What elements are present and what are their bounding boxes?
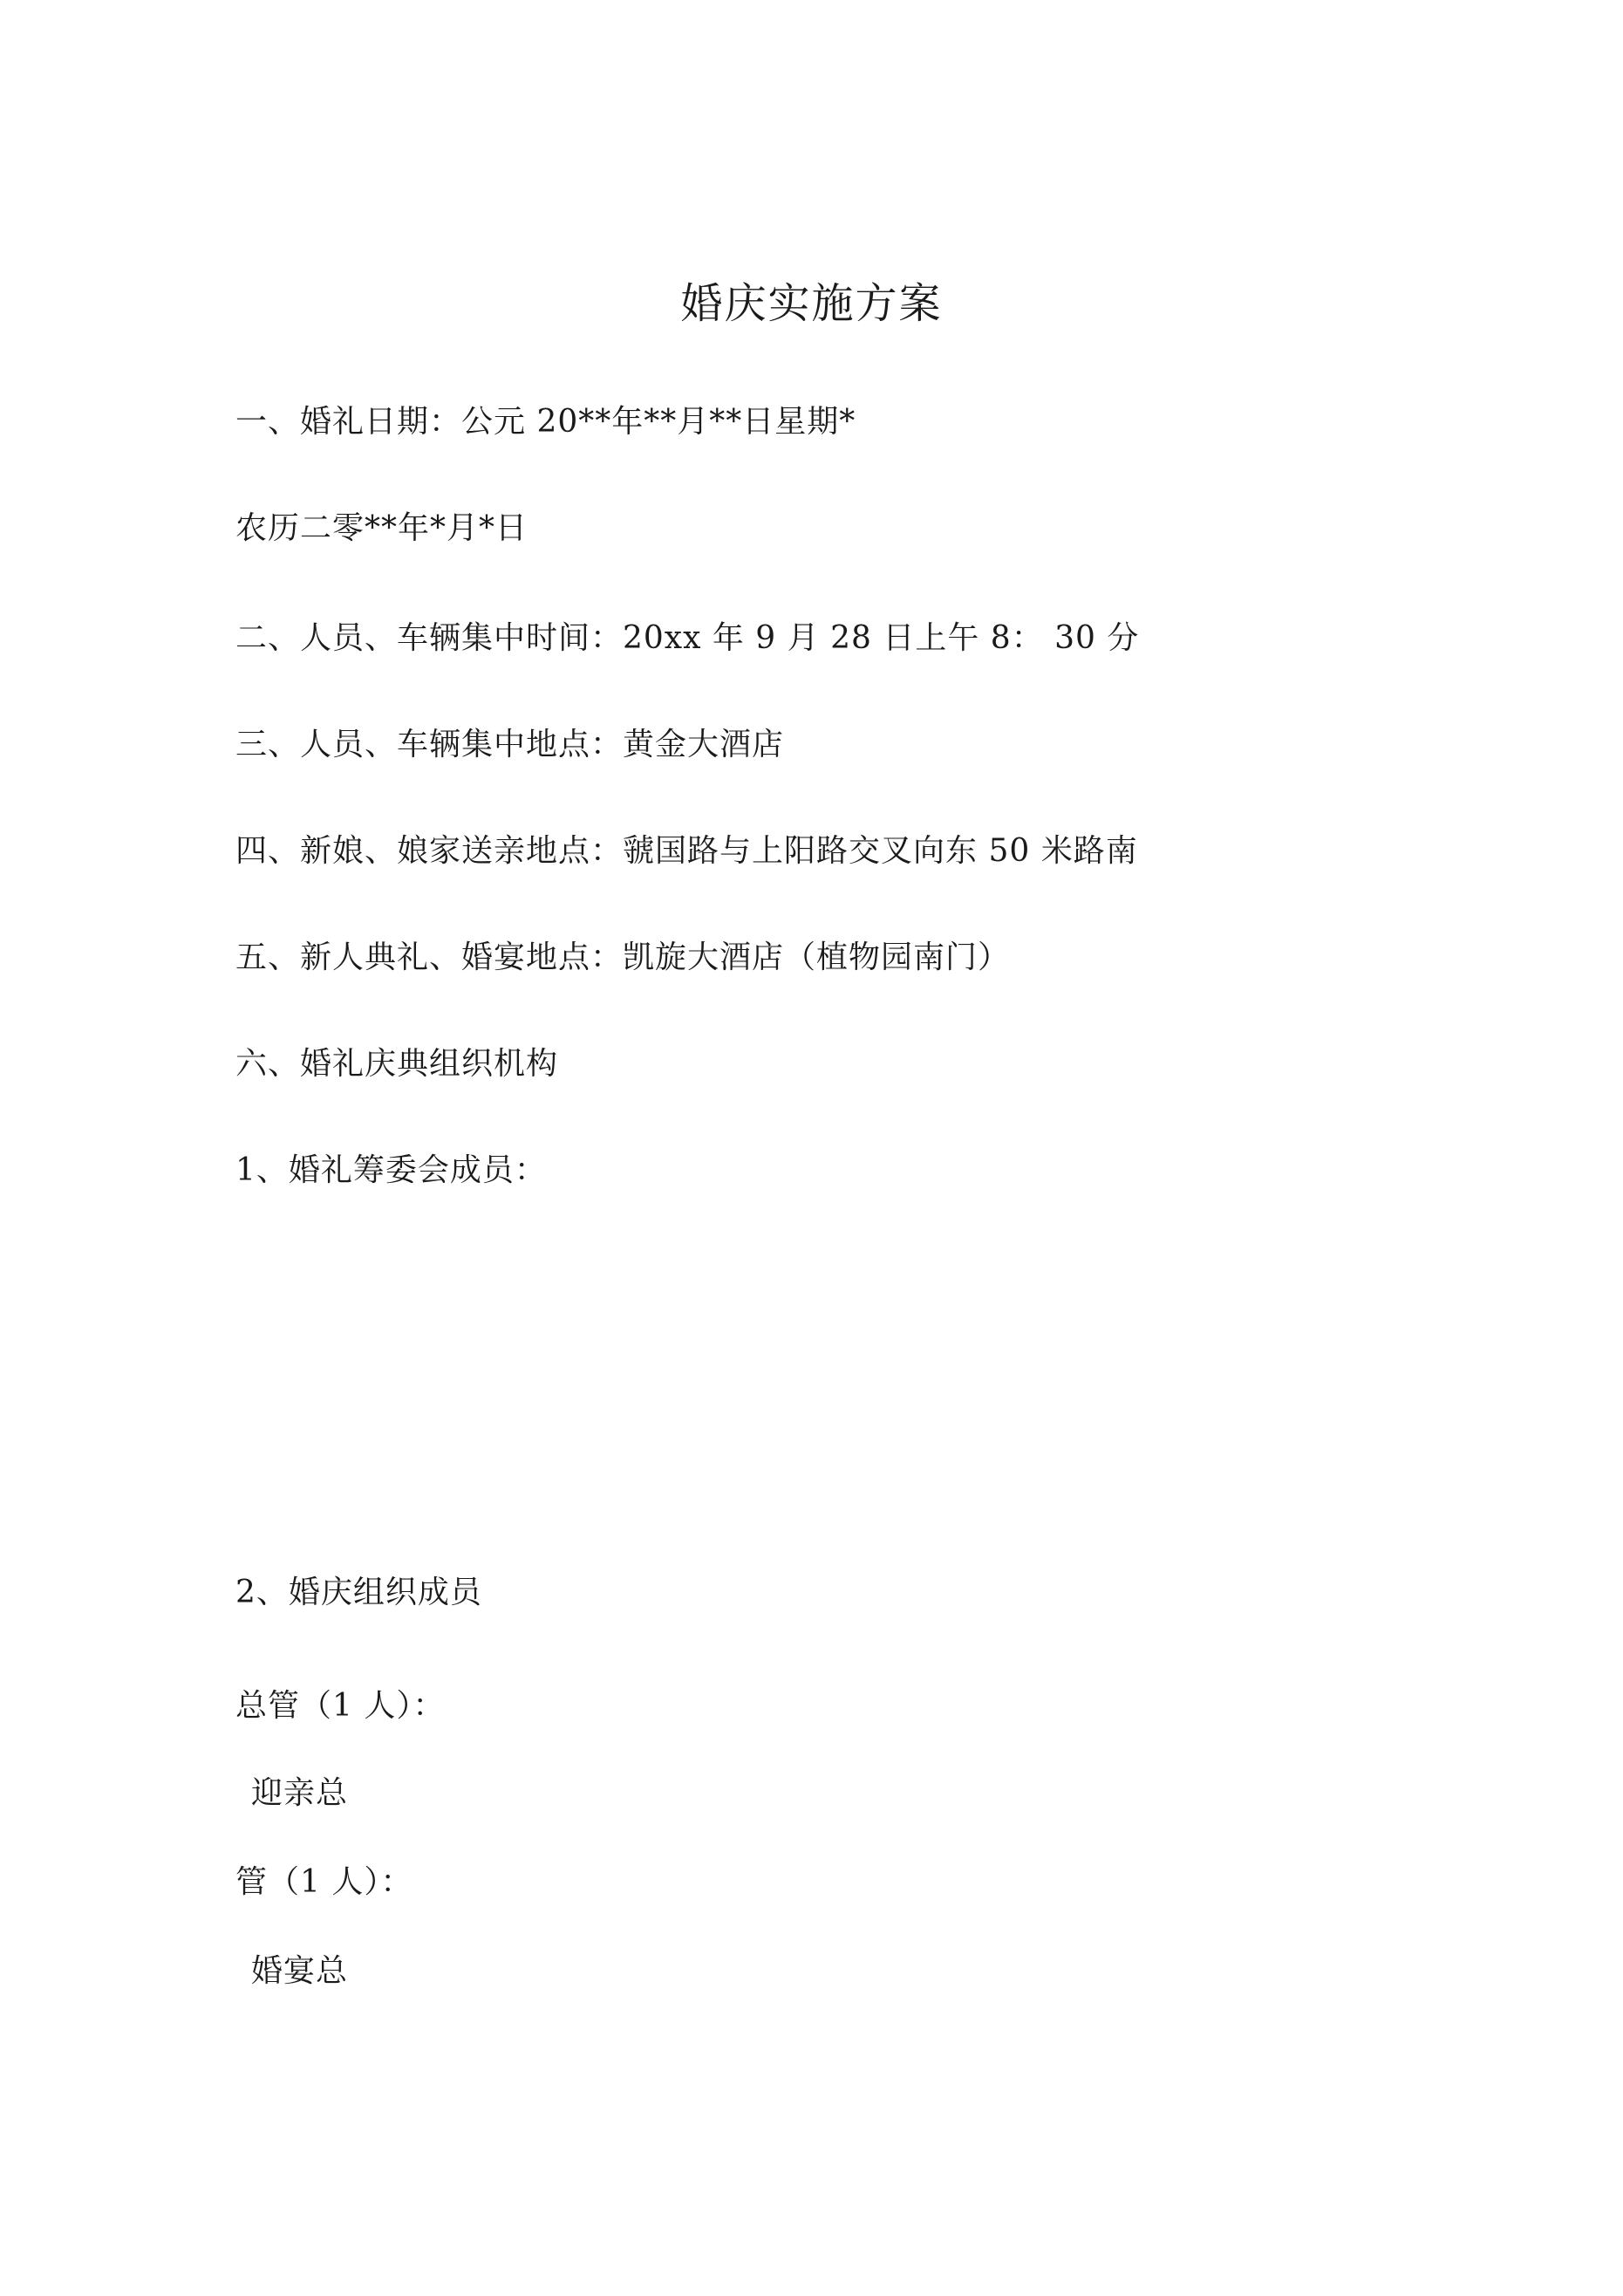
lunar-date-line: 农历二零**年*月*日: [235, 510, 528, 546]
banquet-manager-line: 婚宴总: [251, 1953, 349, 1989]
organization-members-heading: 2、婚庆组织成员: [235, 1575, 482, 1610]
reception-manager-line: 迎亲总: [251, 1775, 349, 1811]
wedding-date-line: 一、婚礼日期：公元 20**年**月**日星期*: [235, 404, 856, 440]
assembly-time-line: 二、人员、车辆集中时间：20xx 年 9 月 28 日上午 8： 30 分: [235, 620, 1140, 656]
document-title: 婚庆实施方案: [680, 279, 943, 328]
assembly-place-line: 三、人员、车辆集中地点：黄金大酒店: [235, 727, 785, 762]
general-manager-line: 总管（1 人）：: [235, 1688, 446, 1724]
bride-send-off-place-line: 四、新娘、娘家送亲地点：虢国路与上阳路交叉向东 50 米路南: [235, 833, 1138, 869]
organization-heading: 六、婚礼庆典组织机构: [235, 1046, 559, 1082]
reception-manager-count-line: 管（1 人）：: [235, 1864, 413, 1900]
ceremony-banquet-place-line: 五、新人典礼、婚宴地点：凯旋大酒店（植物园南门）: [235, 940, 1011, 975]
committee-members-heading: 1、婚礼筹委会成员：: [235, 1152, 547, 1188]
